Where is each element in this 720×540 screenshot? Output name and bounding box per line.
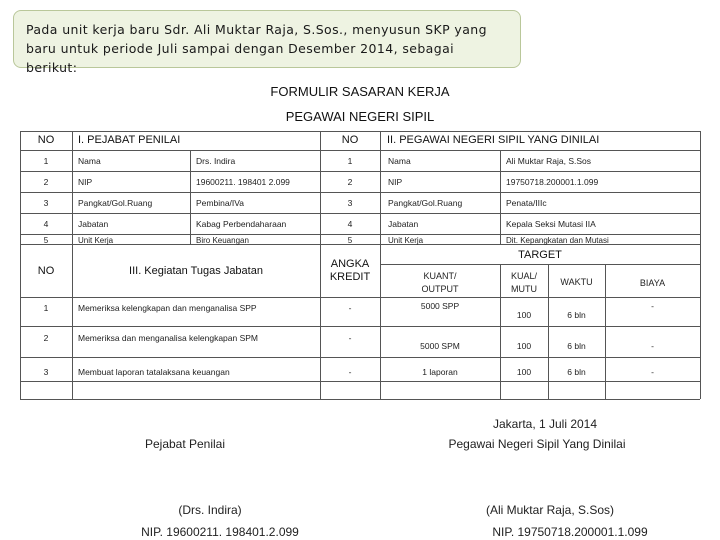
header-pejabat-penilai: I. PEJABAT PENILAI (78, 134, 181, 146)
task-header-mutu: MUTU (511, 284, 537, 294)
table-border-right (700, 131, 701, 399)
intro-box (13, 10, 521, 75)
table-col-rule (190, 150, 191, 244)
signer-left-nip: NIP. 19600211. 198401.2.099 (141, 525, 299, 539)
identity-value: Pembina/IVa (196, 198, 245, 208)
signer-left-name: (Drs. Indira) (178, 503, 242, 517)
task-waktu: 6 bln (567, 341, 586, 351)
task-kual: 100 (516, 310, 532, 320)
identity-no: 3 (43, 198, 49, 208)
task-header-kuant: KUANT/ (423, 271, 457, 281)
signer-left-title: Pejabat Penilai (144, 437, 226, 451)
task-biaya: - (651, 367, 654, 377)
identity-label: Nama (78, 156, 101, 166)
identity-value-2: Penata/IIIc (506, 198, 547, 208)
task-angka-kredit: - (348, 333, 352, 343)
identity-no-2: 3 (347, 198, 353, 208)
task-no: 3 (43, 367, 49, 377)
task-header-biaya: BIAYA (639, 278, 666, 288)
identity-value-2: Ali Muktar Raja, S.Sos (506, 156, 592, 166)
task-header-kual: KUAL/ (510, 271, 537, 281)
identity-label-2: NIP (388, 177, 403, 187)
table-col-rule (500, 150, 501, 244)
task-kuant: 1 laporan (422, 367, 458, 377)
header-pegawai-dinilai: II. PEGAWAI NEGERI SIPIL YANG DINILAI (387, 134, 600, 146)
identity-value-2: 19750718.200001.1.099 (506, 177, 599, 187)
table-col-rule (380, 131, 381, 399)
task-no: 1 (43, 303, 49, 313)
form-title: FORMULIR SASARAN KERJA (270, 84, 450, 99)
identity-label: Jabatan (78, 219, 109, 229)
identity-no: 4 (43, 219, 49, 229)
signer-right-nip: NIP. 19750718.200001.1.099 (492, 525, 648, 539)
identity-value: Kabag Perbendaharaan (196, 219, 287, 229)
task-header-kegiatan: III. Kegiatan Tugas Jabatan (129, 265, 263, 277)
signer-right-name: (Ali Muktar Raja, S.Sos) (485, 503, 615, 517)
identity-value: Drs. Indira (196, 156, 236, 166)
task-biaya: - (651, 341, 654, 351)
identity-no-2: 5 (347, 236, 353, 245)
identity-label-2: Nama (388, 156, 411, 166)
header-no-right: NO (341, 134, 359, 146)
table-rule (20, 150, 700, 151)
table-rule-target (380, 264, 700, 265)
table-rule (20, 326, 700, 327)
table-rule (20, 297, 700, 298)
place-date: Jakarta, 1 Juli 2014 (492, 417, 598, 431)
identity-value: 19600211. 198401 2.099 (196, 177, 290, 187)
task-waktu: 6 bln (567, 310, 586, 320)
table-border-bottom (20, 399, 700, 400)
table-rule (20, 234, 700, 235)
task-kegiatan: Memeriksa dan menganalisa kelengkapan SPM (78, 333, 259, 343)
task-angka-kredit: - (348, 367, 352, 377)
identity-no: 2 (43, 177, 49, 187)
task-kual: 100 (516, 341, 532, 351)
task-biaya: - (651, 301, 654, 311)
identity-label-2: Pangkat/Gol.Ruang (388, 198, 463, 208)
identity-no-2: 4 (347, 219, 353, 229)
task-header-angka: ANGKA (330, 258, 370, 270)
task-kegiatan: Memeriksa kelengkapan dan menganalisa SPP (78, 303, 257, 313)
task-kegiatan: Membuat laporan tatalaksana keuangan (78, 367, 230, 377)
identity-no-2: 1 (347, 156, 353, 166)
task-header-output: OUTPUT (421, 284, 459, 294)
task-kuant: 5000 SPM (420, 341, 460, 351)
identity-label: Unit Kerja (78, 236, 114, 245)
identity-label: Pangkat/Gol.Ruang (78, 198, 153, 208)
task-waktu: 6 bln (567, 367, 586, 377)
identity-no: 1 (43, 156, 49, 166)
task-header-waktu: WAKTU (560, 277, 593, 287)
identity-value-2: Dit. Kepangkatan dan Mutasi (506, 236, 609, 245)
identity-value: Biro Keuangan (196, 236, 249, 245)
identity-label-2: Unit Kerja (388, 236, 424, 245)
identity-no-2: 2 (347, 177, 353, 187)
identity-value-2: Kepala Seksi Mutasi IIA (506, 219, 596, 229)
task-angka-kredit: - (348, 303, 352, 313)
table-rule (20, 357, 700, 358)
identity-label-2: Jabatan (388, 219, 419, 229)
form-subtitle: PEGAWAI NEGERI SIPIL (285, 109, 435, 124)
table-rule (20, 213, 700, 214)
task-no: 2 (43, 333, 49, 343)
task-kual: 100 (516, 367, 532, 377)
task-header-kredit: KREDIT (329, 271, 371, 283)
signer-right-title: Pegawai Negeri Sipil Yang Dinilai (448, 437, 626, 451)
header-no-left: NO (37, 134, 55, 146)
intro-line-1: Pada unit kerja baru Sdr. Ali Muktar Raja, S.Sos., menyusun SKP yang (26, 22, 487, 37)
identity-label: NIP (78, 177, 93, 187)
intro-line-2: baru untuk periode Juli sampai dengan Desember 2014, sebagai berikut: (26, 41, 455, 75)
task-kuant: 5000 SPP (420, 301, 460, 311)
identity-no: 5 (43, 236, 49, 245)
table-rule (20, 171, 700, 172)
table-rule (20, 381, 700, 382)
table-border-top (20, 131, 700, 132)
table-rule (20, 192, 700, 193)
task-header-target: TARGET (518, 249, 562, 261)
task-header-no: NO (37, 265, 55, 277)
